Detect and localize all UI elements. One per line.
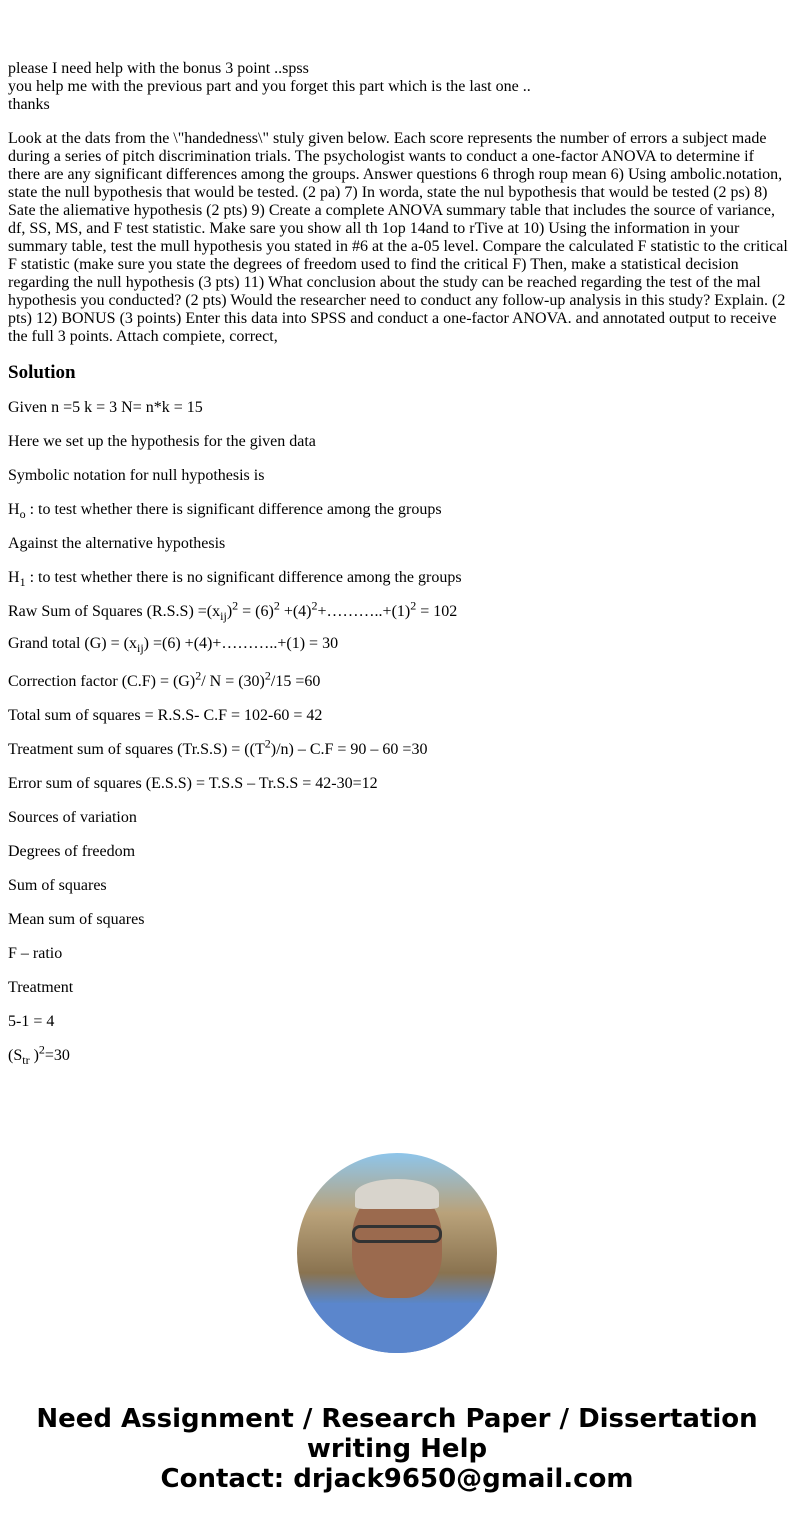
text: +………..+(1) (317, 603, 411, 620)
text: (S (8, 1047, 23, 1064)
text: =30 (44, 1047, 70, 1064)
error-ss-line: Error sum of squares (E.S.S) = T.S.S – Tr.S.S = 42-30=12 (8, 775, 378, 792)
text: Correction factor (C.F) = (G) (8, 673, 196, 690)
question-line: thanks (8, 96, 50, 113)
item: Sum of squares (8, 877, 107, 894)
subscript: o (19, 507, 26, 522)
text: )/n) – C.F = 90 – 60 =30 (270, 741, 428, 758)
str-line (8, 1042, 788, 1068)
text: ) =(6) +(4)+………..+(1) = 30 (143, 635, 339, 652)
question-line: you help me with the previous part and you forget this part which is the last one .. (8, 78, 531, 95)
question-body: Look at the dats from the \"handedness\" stuly given below. Each score represents the number of errors a subject made during a series of pitch discrimination trials. The psychologist wants to conduct a one-factor ANOVA to determine if there are any significant differences among the groups. Answer questions 6 throgh roup mean 6) Using ambolic.notation, state the null bypothesis that would be tested. (2 pa) 7) In worda, state the nul bypothesis that would be tested (2 ps) 8) Sate the aliemative hypothesis (2 pts) 9) Create a complete ANOVA summary table that includes the source of variance, df, SS, MS, and F test statistic. Make sare you show all th 1op 14and to rTive at 10) Using the information in your summary table, test the mull hypothesis you stated in #6 at the a-05 level. Compare the calculated F statistic to the critical F statistic (make sure you state the degrees of freedom used to find the critical F) Then, make a statistical decision regarding the null hypothesis (3 pts) 11) What conclusion about the study can be reached regarding the test of the mal hypothesis you conducted? (2 pts) Would the researcher need to conduct any follow-up analysis in this study? Explain. (2 pts) 12) BONUS (3 points) Enter this data into SPSS and conduct a one-factor ANOVA. and annotated output to receive the full 3 points. Attach compiete, correct, (8, 130, 788, 345)
symbolic-line: Symbolic notation for null hypothesis is (8, 467, 265, 484)
item: Treatment (8, 979, 74, 996)
subscript: ij (220, 609, 227, 624)
superscript: 2 (232, 598, 239, 613)
footer-line: Need Assignment / Research Paper / Dissertation (36, 1404, 758, 1434)
treatment-ss-line (8, 736, 788, 759)
superscript: 2 (273, 598, 280, 613)
glasses-shape (352, 1225, 442, 1243)
item: Degrees of freedom (8, 843, 136, 860)
h-symbol: H (8, 501, 20, 518)
item: Sources of variation (8, 809, 137, 826)
text: Raw Sum of Squares (R.S.S) =(x (8, 603, 221, 620)
shirt-shape (297, 1303, 497, 1353)
item: F – ratio (8, 945, 63, 962)
correction-factor-line (8, 668, 788, 691)
text: /15 =60 (270, 673, 321, 690)
h-symbol: H (8, 569, 20, 586)
solution-heading: Solution (8, 362, 76, 383)
given-line: Given n =5 k = 3 N= n*k = 15 (8, 399, 203, 416)
document-content (8, 60, 788, 1081)
text: ) (226, 603, 233, 620)
superscript: 2 (311, 598, 318, 613)
rss-line (8, 598, 788, 624)
superscript: 2 (195, 668, 202, 683)
hair-shape (355, 1179, 439, 1209)
total-ss-line: Total sum of squares = R.S.S- C.F = 102-60 = 42 (8, 707, 323, 724)
item: 5-1 = 4 (8, 1013, 55, 1030)
text: / N = (30) (201, 673, 265, 690)
against-line: Against the alternative hypothesis (8, 535, 226, 552)
null-hypothesis (8, 501, 788, 522)
item: Mean sum of squares (8, 911, 145, 928)
h0-text: : to test whether there is significant difference among the groups (25, 501, 442, 518)
superscript: 2 (410, 598, 417, 613)
footer-line: writing Help (306, 1434, 488, 1464)
author-photo (297, 1153, 497, 1353)
text: +(4) (279, 603, 312, 620)
question-line: please I need help with the bonus 3 point ..spss (8, 60, 309, 77)
subscript: tr (22, 1053, 30, 1068)
setup-line: Here we set up the hypothesis for the given data (8, 433, 316, 450)
text: = (6) (238, 603, 274, 620)
h1-text: : to test whether there is no significant difference among the groups (25, 569, 462, 586)
subscript: ij (136, 641, 144, 656)
grand-total-line (8, 635, 788, 656)
superscript: 2 (264, 668, 271, 683)
alt-hypothesis (8, 569, 788, 590)
text: ) (29, 1047, 39, 1064)
footer-banner (0, 1404, 794, 1494)
footer-contact: Contact: drjack9650@gmail.com (160, 1464, 634, 1494)
text: Grand total (G) = (x (8, 635, 137, 652)
superscript: 2 (264, 736, 271, 751)
text: = 102 (416, 603, 458, 620)
text: Treatment sum of squares (Tr.S.S) = ((T (8, 741, 265, 758)
question-intro (8, 60, 788, 114)
solution-body (8, 399, 788, 1068)
subscript: 1 (19, 575, 26, 590)
superscript: 2 (38, 1042, 45, 1057)
